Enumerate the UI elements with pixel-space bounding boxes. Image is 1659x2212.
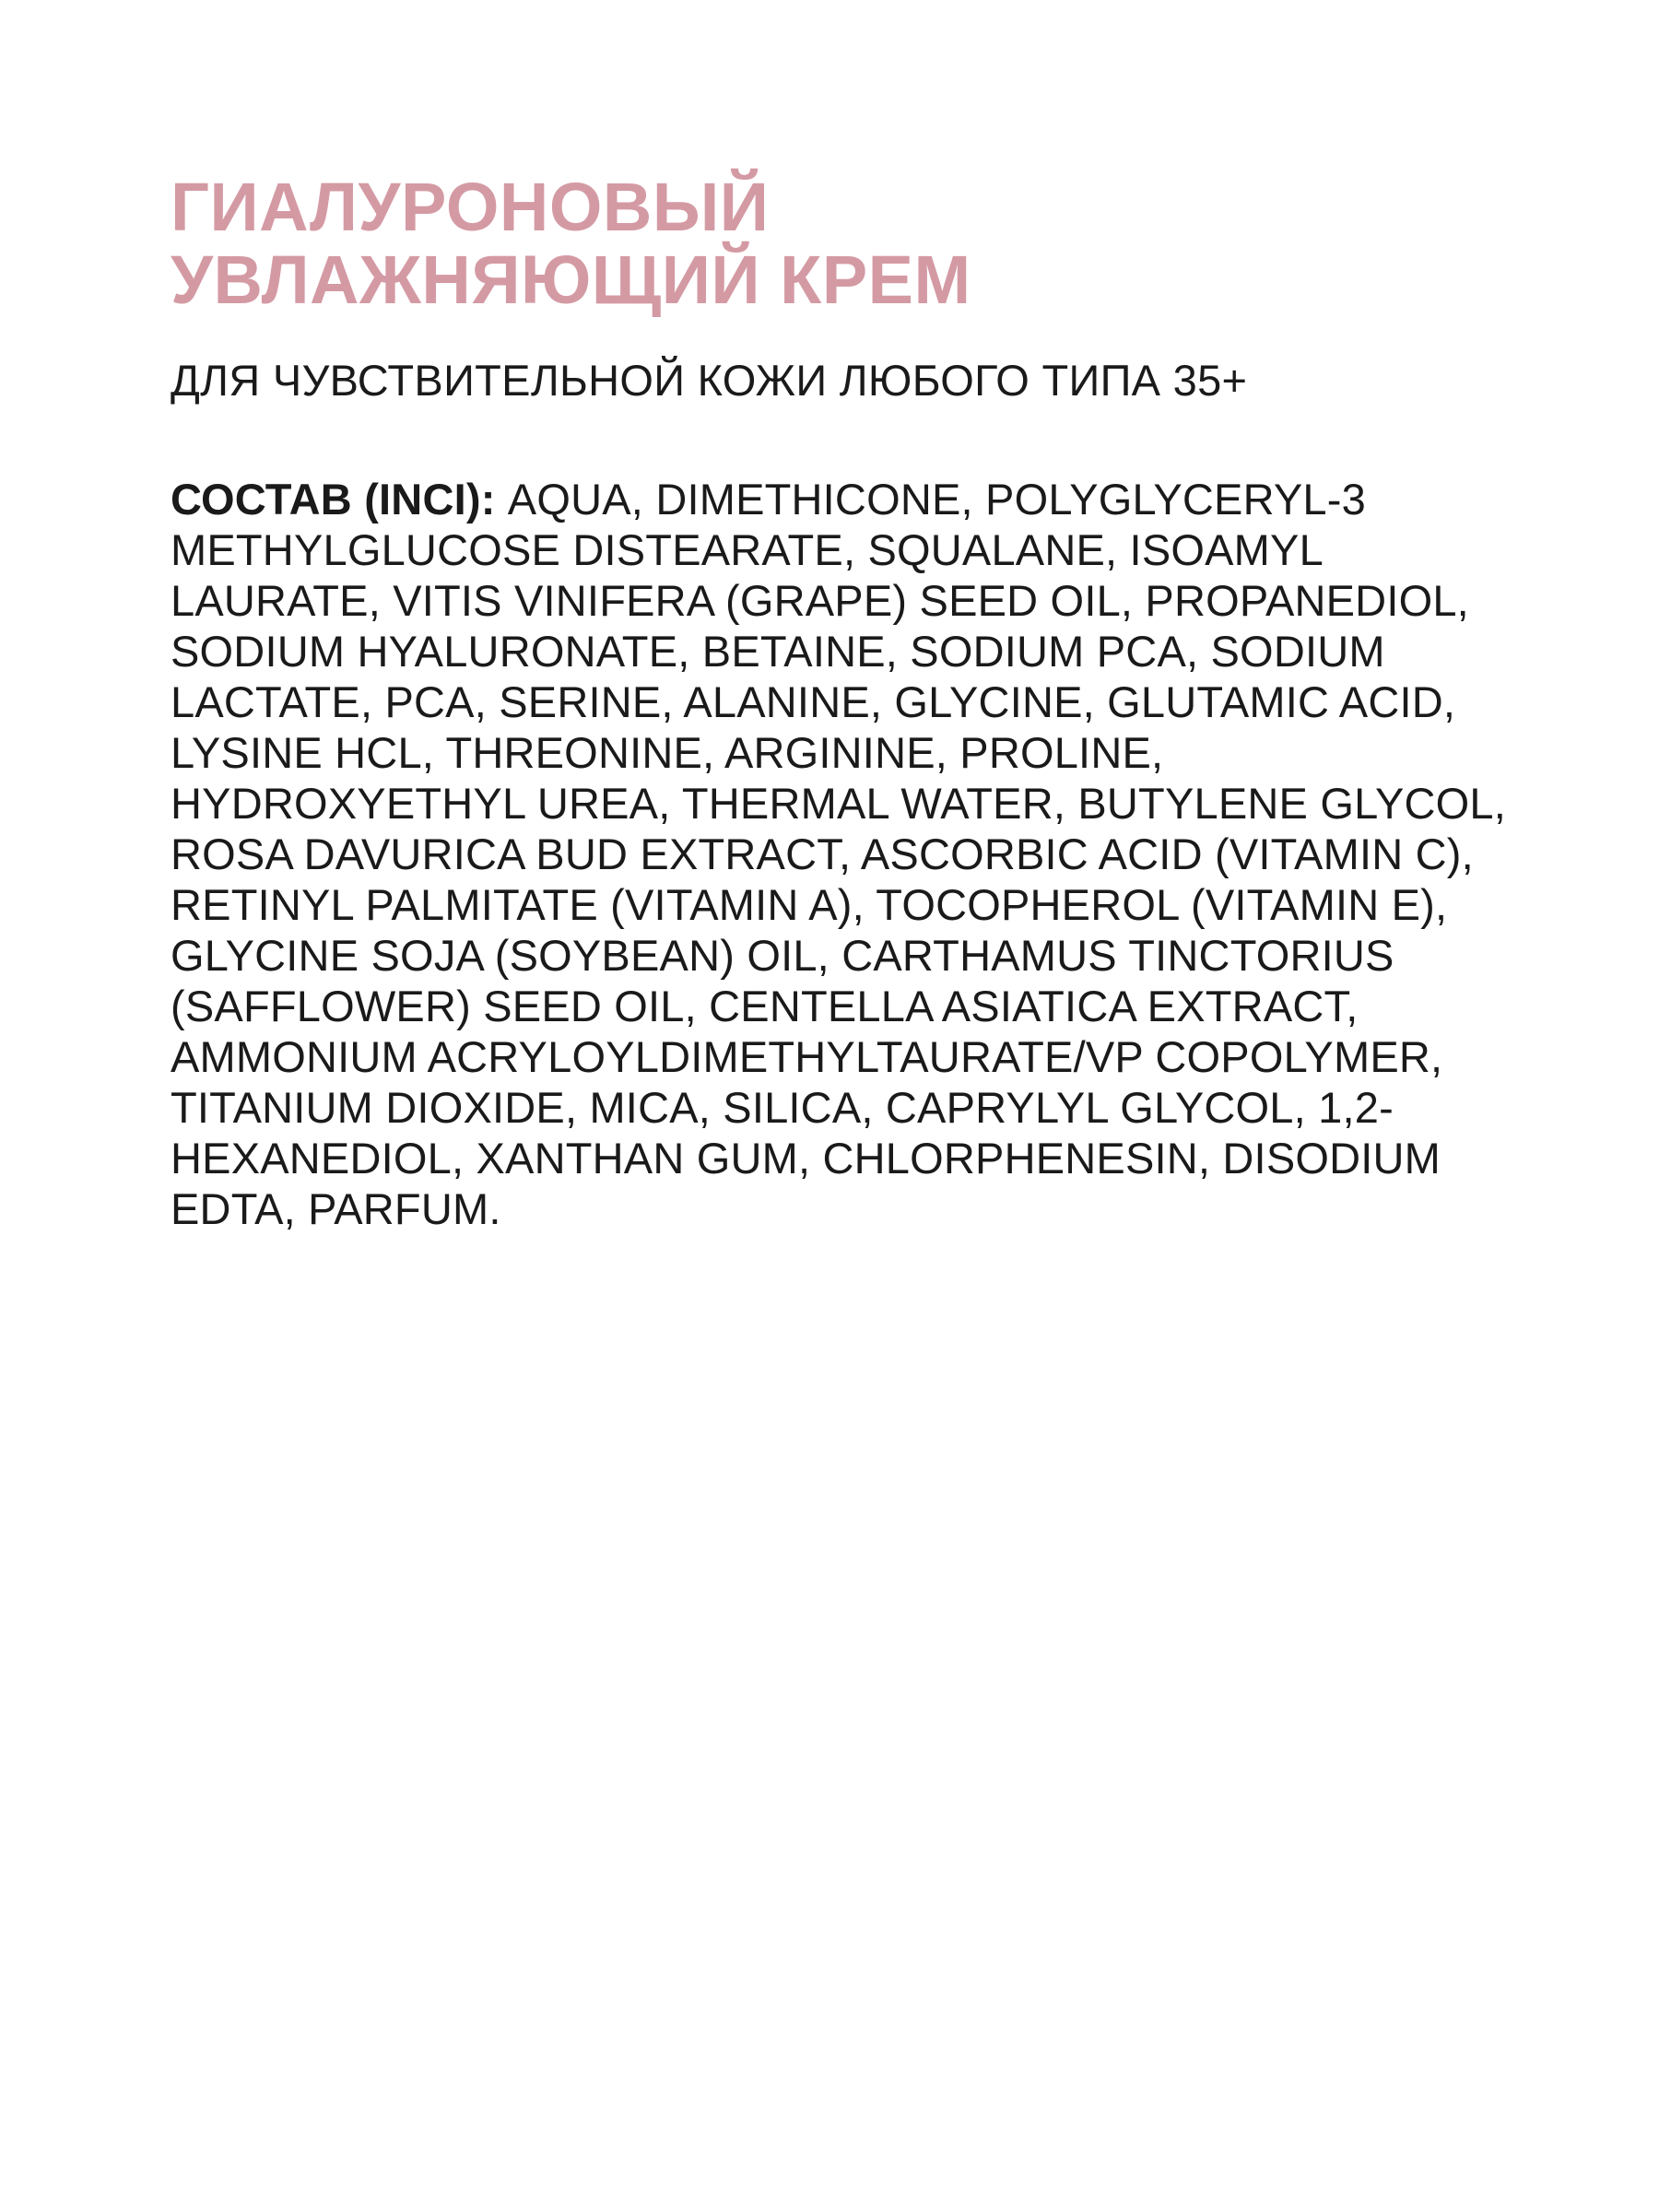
ingredients-list: AQUA, DIMETHICONE, POLYGLYCERYL-3 METHYLGLUCOSE DISTEARATE, SQUALANE, ISOAMYL LAURATE, VITIS VINIFERA (GRAPE) SEED OIL, PROPANEDIOL, SODIUM HYALURONATE, BETAINE, SODIUM PCA, SODIUM LACTATE, PCA, SERINE, ALANINE, GLYCINE, GLUTAMIC ACID, LYSINE HCL, THREONINE, ARGININE, PROLINE, HYDROXYETHYL UREA, THERMAL WATER, BUTYLENE GLYCOL, ROSA DAVURICA BUD EXTRACT, ASCORBIC ACID (VITAMIN C), RETINYL PALMITATE (VITAMIN A), TOCOPHEROL (VITAMIN E), GLYCINE SOJA (SOYBEAN) OIL, CARTHAMUS TINCTORIUS (SAFFLOWER) SEED OIL, CENTELLA ASIATICA EXTRACT, AMMONIUM ACRYLOYLDIMETHYLTAURATE/VP COPOLYMER, TITANIUM DIOXIDE, MICA, SILICA, CAPRYLYL GLYCOL, 1,2-HEXANEDIOL, XANTHAN GUM, CHLORPHENESIN, DISODIUM EDTA, PARFUM. bbox=[171, 475, 1507, 1234]
ingredients-label: СОСТАВ (INCI): bbox=[171, 475, 496, 524]
page-title: ГИАЛУРОНОВЫЙ УВЛАЖНЯЮЩИЙ КРЕМ bbox=[171, 169, 971, 319]
ingredients-paragraph bbox=[171, 475, 1530, 1235]
product-subtitle: ДЛЯ ЧУВСТВИТЕЛЬНОЙ КОЖИ ЛЮБОГО ТИПА 35+ bbox=[171, 356, 1248, 406]
